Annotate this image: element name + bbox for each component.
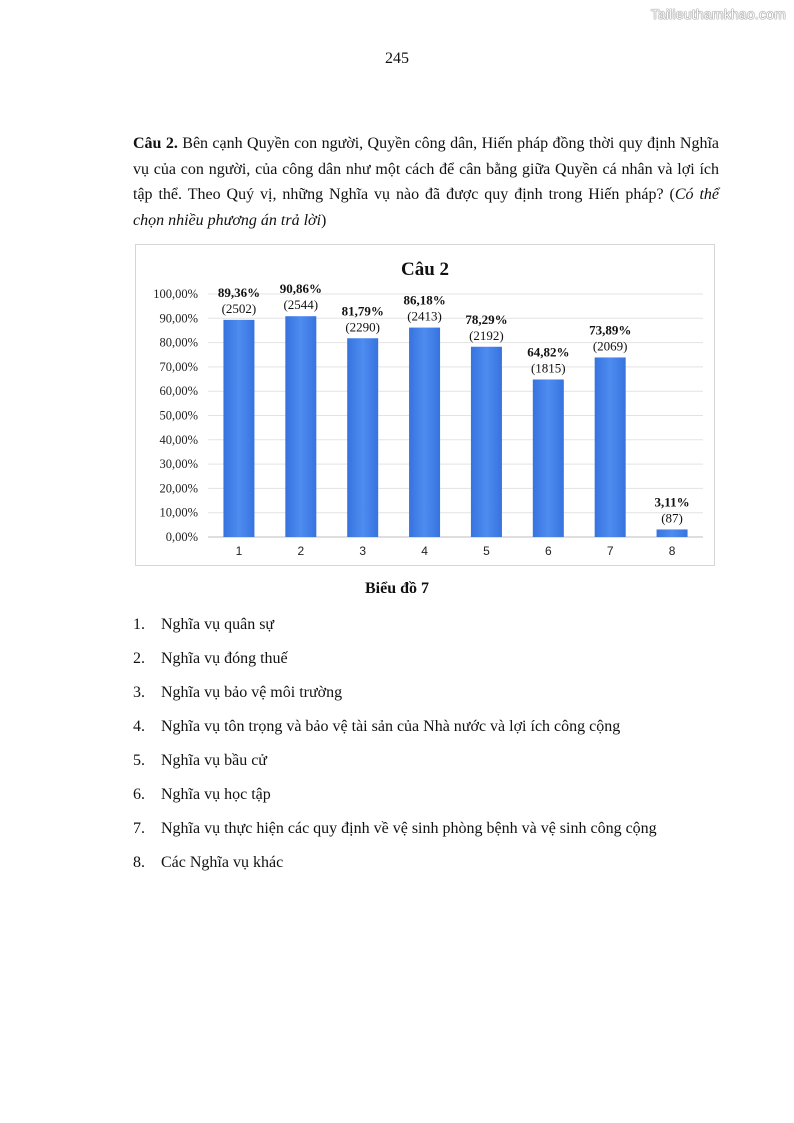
y-tick-label: 20,00% <box>159 481 198 496</box>
y-tick-layer <box>153 287 198 544</box>
y-tick-label: 30,00% <box>159 457 198 472</box>
question-label: Câu 2. <box>133 135 178 152</box>
question-text: Bên cạnh Quyền con người, Quyền công dân, Hiến pháp đồng thời quy định Nghĩa vụ của con người, của công dân như một cách để cân bằng giữa Quyền cá nhân và lợi ích tập thể. Theo Quý vị, những Nghĩa vụ nào đã được quy định trong Hiến pháp? ( <box>133 135 720 203</box>
bar <box>471 347 502 537</box>
list-item <box>133 783 657 817</box>
data-label-count: (2413) <box>407 308 442 324</box>
y-tick-label: 40,00% <box>159 432 198 447</box>
list-item-number: 8. <box>133 854 145 871</box>
list-item-text: Các Nghĩa vụ khác <box>161 854 284 871</box>
data-label-percent: 3,11% <box>654 494 690 510</box>
data-label-percent: 78,29% <box>465 311 508 327</box>
data-label-percent: 81,79% <box>341 303 384 319</box>
x-tick-label: 5 <box>483 544 490 558</box>
data-label-count: (2502) <box>221 300 257 316</box>
list-item <box>133 817 657 851</box>
y-tick-label: 50,00% <box>159 408 198 423</box>
watermark: Tailieuthamkhao.com <box>650 6 786 22</box>
data-label-percent: 89,36% <box>217 284 261 300</box>
x-tick-label: 6 <box>544 544 552 558</box>
x-tick-label: 2 <box>297 544 305 558</box>
y-tick-label: 90,00% <box>159 311 198 326</box>
question-paragraph <box>133 131 719 233</box>
y-tick-label: 60,00% <box>159 384 198 399</box>
list-item-number: 7. <box>133 820 145 837</box>
list-item-number: 2. <box>133 650 145 667</box>
bar <box>533 379 564 537</box>
x-tick-layer <box>236 544 676 558</box>
list-item-text: Nghĩa vụ bầu cử <box>161 752 267 769</box>
list-item-number: 1. <box>133 616 145 633</box>
data-label-count: (2544) <box>283 297 319 313</box>
data-label-percent: 73,89% <box>589 322 632 338</box>
bar-chart <box>135 244 715 566</box>
list-item-number: 4. <box>133 718 145 735</box>
data-label-percent: 90,86% <box>279 281 322 297</box>
y-tick-label: 100,00% <box>153 287 198 301</box>
y-tick-label: 0,00% <box>165 530 198 544</box>
list-item-text: Nghĩa vụ bảo vệ môi trường <box>161 684 343 701</box>
list-item <box>133 749 657 783</box>
question-note: Có thể chọn nhiều phương án trả lời <box>133 186 720 229</box>
x-tick-label: 7 <box>606 544 614 558</box>
data-label-count: (1815) <box>530 360 566 376</box>
list-item-number: 6. <box>133 786 145 803</box>
data-label-percent: 86,18% <box>403 292 446 308</box>
list-item <box>133 681 657 715</box>
y-tick-label: 70,00% <box>159 359 198 374</box>
list-item-text: Nghĩa vụ quân sự <box>161 616 275 633</box>
data-label-percent: 64,82% <box>527 344 570 360</box>
list-item-text: Nghĩa vụ đóng thuế <box>161 650 288 667</box>
y-tick-label: 10,00% <box>159 505 198 520</box>
bar <box>347 338 378 537</box>
bar <box>409 328 440 537</box>
x-tick-label: 4 <box>421 544 428 558</box>
list-item <box>133 613 657 647</box>
bar <box>223 320 254 537</box>
list-item <box>133 715 657 749</box>
list-item <box>133 647 657 681</box>
chart-title: Câu 2 <box>400 259 450 280</box>
list-item-text: Nghĩa vụ tôn trọng và bảo vệ tài sản của Nhà nước và lợi ích công cộng <box>161 718 621 735</box>
data-label-count: (2192) <box>469 327 504 343</box>
x-tick-label: 1 <box>235 544 243 558</box>
list-item <box>133 851 657 885</box>
bar <box>285 316 316 537</box>
data-label-count: (2069) <box>592 338 628 354</box>
x-tick-label: 3 <box>359 544 367 558</box>
data-label-count: (87) <box>661 510 683 526</box>
question-close: ) <box>321 211 327 229</box>
list-item-text: Nghĩa vụ thực hiện các quy định về vệ sinh phòng bệnh và vệ sinh công cộng <box>161 820 657 837</box>
list-item-text: Nghĩa vụ học tập <box>161 786 271 803</box>
data-label-count: (2290) <box>345 319 381 335</box>
bar <box>595 357 626 537</box>
list-item-number: 5. <box>133 752 145 769</box>
chart-svg <box>136 245 714 565</box>
bar <box>657 529 688 537</box>
y-tick-label: 80,00% <box>159 335 198 350</box>
list-item-number: 3. <box>133 684 145 701</box>
page-number: 245 <box>385 50 409 67</box>
x-tick-label: 8 <box>668 544 676 558</box>
duty-list <box>133 613 657 885</box>
chart-caption: Biểu đồ 7 <box>364 580 429 597</box>
